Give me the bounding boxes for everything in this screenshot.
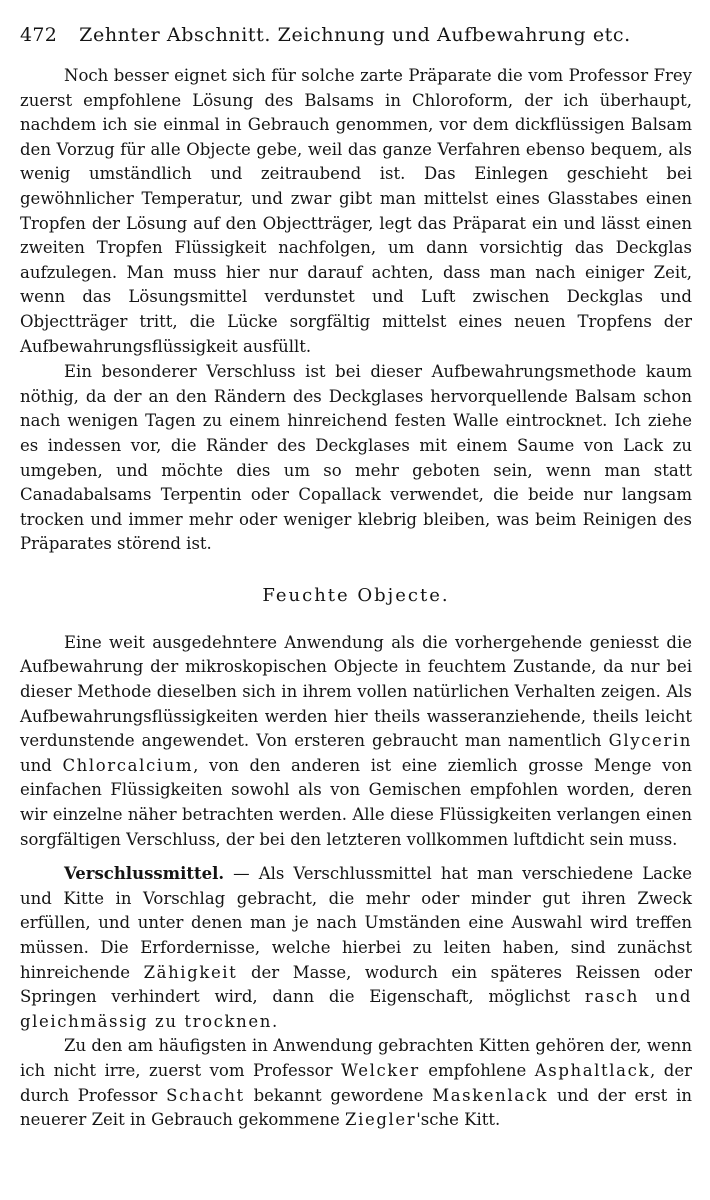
text-run: und — [20, 755, 63, 775]
subheading-verschlussmittel: Verschlussmittel. — [64, 864, 225, 884]
spaced-name-welcker: Welcker — [340, 1060, 420, 1080]
running-head-title: Zehnter Abschnitt. Zeichnung und Aufbewahrung etc. — [79, 24, 631, 46]
spaced-name-schacht: Schacht — [166, 1085, 245, 1105]
paragraph-kitte — [20, 1034, 692, 1132]
paragraph-verschluss-balsam: Ein besonderer Verschluss ist bei dieser Aufbewahrungsmethode kaum nöthig, da der an den Rändern des Deckglases hervorquellende Balsam schon nach wenigen Tagen zu einem hinreichend festen Walle eintrocknet. Ich ziehe es indessen vor, die Ränder des Deckglases mit einem Saume von Lack zu umgeben, und möchte dies um so mehr geboten sein, wenn man statt Canadabalsams Terpentin oder Copallack verwendet, die beide nur langsam trocken und immer mehr oder weniger klebrig bleiben, was beim Reinigen des Präparates störend ist. — [20, 362, 692, 554]
text-run: bekannt gewordene — [244, 1085, 433, 1105]
text-run: empfohlene — [419, 1060, 535, 1080]
spaced-term-chlorcalcium: Chlorcalcium — [62, 755, 194, 775]
paragraph-verschlussmittel — [20, 862, 692, 1034]
text-run: der Masse, wodurch ein späteres Reissen oder Springen verhindert wird, dann die Eigenschaft, möglichst — [20, 962, 692, 1007]
text-run: 'sche Kitt. — [416, 1110, 501, 1130]
spaced-name-ziegler: Ziegler — [345, 1110, 417, 1130]
spaced-term-glycerin: Glycerin — [608, 731, 692, 751]
running-head — [20, 22, 692, 48]
text-run: Eine weit ausgedehntere Anwendung als die vorhergehende geniesst die Aufbewahrung der mikroskopischen Objecte in feuchtem Zustande, da nur bei dieser Methode dieselben sich in ihrem vollen natürlichen Verhalten zeigen. Als Aufbewahrungsflüssigkeiten werden hier theils wasseranziehende, theils leicht verdunstende angewendet. Von ersteren gebraucht man namentlich — [20, 632, 692, 751]
spaced-term-zaehigkeit: Zähigkeit — [143, 962, 238, 982]
text-run: , der durch Professor — [20, 1060, 692, 1105]
paragraph-frey-solution: Noch besser eignet sich für solche zarte Präparate die vom Professor Frey zuerst empfohlene Lösung des Balsams in Chloroform, der ich überhaupt, nachdem ich sie einmal in Gebrauch genommen, vor dem dickflüssigen Balsam den Vorzug für alle Objecte gebe, weil das ganze Verfahren ebenso bequem, als wenig umständlich und zeitraubend ist. Das Einlegen geschieht bei gewöhnlicher Temperatur, und zwar gibt man mittelst eines Glasstabes einen Tropfen der Lösung auf den Objectträger, legt das Präparat ein und lässt einen zweiten Tropfen Flüssigkeit nachfolgen, um dann vorsichtig das Deckglas aufzulegen. Man muss hier nur darauf achten, dass man nach einiger Zeit, wenn das Lösungsmittel verdunstet und Luft zwischen Deckglas und Objectträger tritt, die Lücke sorgfältig mittelst eines neuen Tropfens der Aufbewahrungsflüssigkeit ausfüllt. — [20, 66, 692, 356]
book-page — [20, 22, 692, 1133]
text-run: , von den anderen ist eine ziemlich grosse Menge von einfachen Flüssigkeiten sowohl als von Gemischen empfohlen worden, deren wir einzelne näher betrachten werden. Alle diese Flüssigkeiten verlangen einen sorgfältigen Verschluss, der bei den letzteren vollkommen luftdicht sein muss. — [20, 755, 693, 849]
paragraph-feuchte-objecte — [20, 631, 692, 852]
spaced-term-trocknen: rasch und gleichmässig zu trocknen — [20, 987, 692, 1031]
spaced-term-asphaltlack: Asphaltlack — [534, 1060, 651, 1080]
page-number: 472 — [20, 24, 58, 46]
section-heading-feuchte-objecte: Feuchte Objecte. — [262, 584, 450, 606]
text-run: Zu den am häufigsten in Anwendung gebrachten Kitten gehören der, wenn ich nicht irre, zuerst vom Professor — [20, 1036, 692, 1080]
text-run: und der erst in neuerer Zeit in Gebrauch gekommene — [20, 1085, 692, 1130]
text-run: — Als Verschlussmittel hat man verschiedene Lacke und Kitte in Vorschlag gebracht, die mehr oder minder gut ihren Zweck erfüllen, und unter denen man je nach Umständen eine Auswahl wird treffen müssen. Die Erfordernisse, welche hierbei zu leiten haben, sind zunächst hinreichende — [20, 864, 692, 982]
text-run: . — [271, 1011, 278, 1031]
spaced-term-maskenlack: Maskenlack — [432, 1085, 549, 1105]
